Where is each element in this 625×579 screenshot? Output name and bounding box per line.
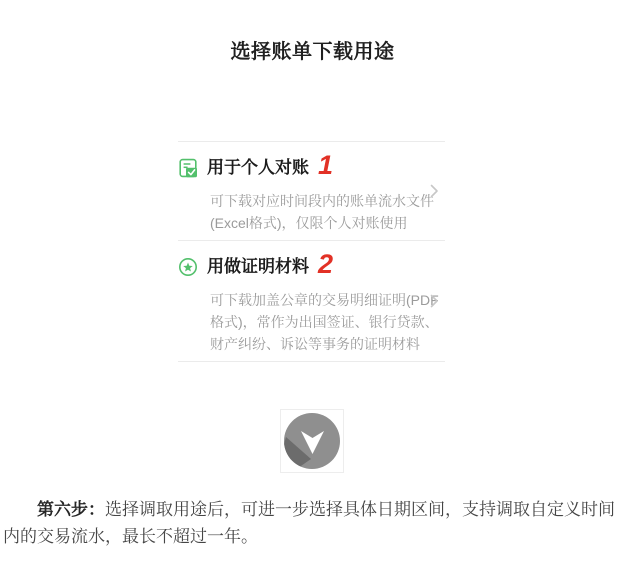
chevron-right-icon bbox=[430, 294, 439, 308]
chevron-right-icon bbox=[430, 184, 439, 198]
option-title: 用做证明材料 bbox=[207, 257, 309, 276]
option-title: 用于个人对账 bbox=[207, 158, 309, 177]
star-circle-icon bbox=[178, 257, 198, 277]
annotation-number-1: 1 bbox=[318, 150, 334, 180]
step-label: 第六步： bbox=[37, 500, 105, 519]
option-head bbox=[178, 257, 445, 277]
download-purpose-list bbox=[178, 141, 445, 362]
option-description: 可下载对应时间段内的账单流水文件 (Excel格式)，仅限个人对账使用 bbox=[210, 193, 434, 231]
step-note bbox=[3, 496, 621, 550]
scroll-down-button[interactable] bbox=[280, 409, 344, 473]
option-proof-material[interactable] bbox=[178, 240, 445, 361]
step-note-line1: 选择调取用途后，可进一步选择具体日期区间，支持调取自定义时间 bbox=[105, 500, 615, 519]
option-personal-reconciliation[interactable] bbox=[178, 142, 445, 240]
option-description: 可下载加盖公章的交易明细证明(PDF 格式)，常作为出国签证、银行贷款、 财产纠纷、诉讼等事务的证明材料 bbox=[210, 292, 439, 352]
annotation-number-2: 2 bbox=[318, 249, 334, 279]
option-head bbox=[178, 158, 445, 178]
page-title: 选择账单下载用途 bbox=[230, 41, 395, 63]
checklist-document-icon bbox=[178, 158, 198, 178]
down-arrow-icon bbox=[284, 413, 340, 469]
step-note-line2: 内的交易流水，最长不超过一年。 bbox=[3, 527, 258, 546]
